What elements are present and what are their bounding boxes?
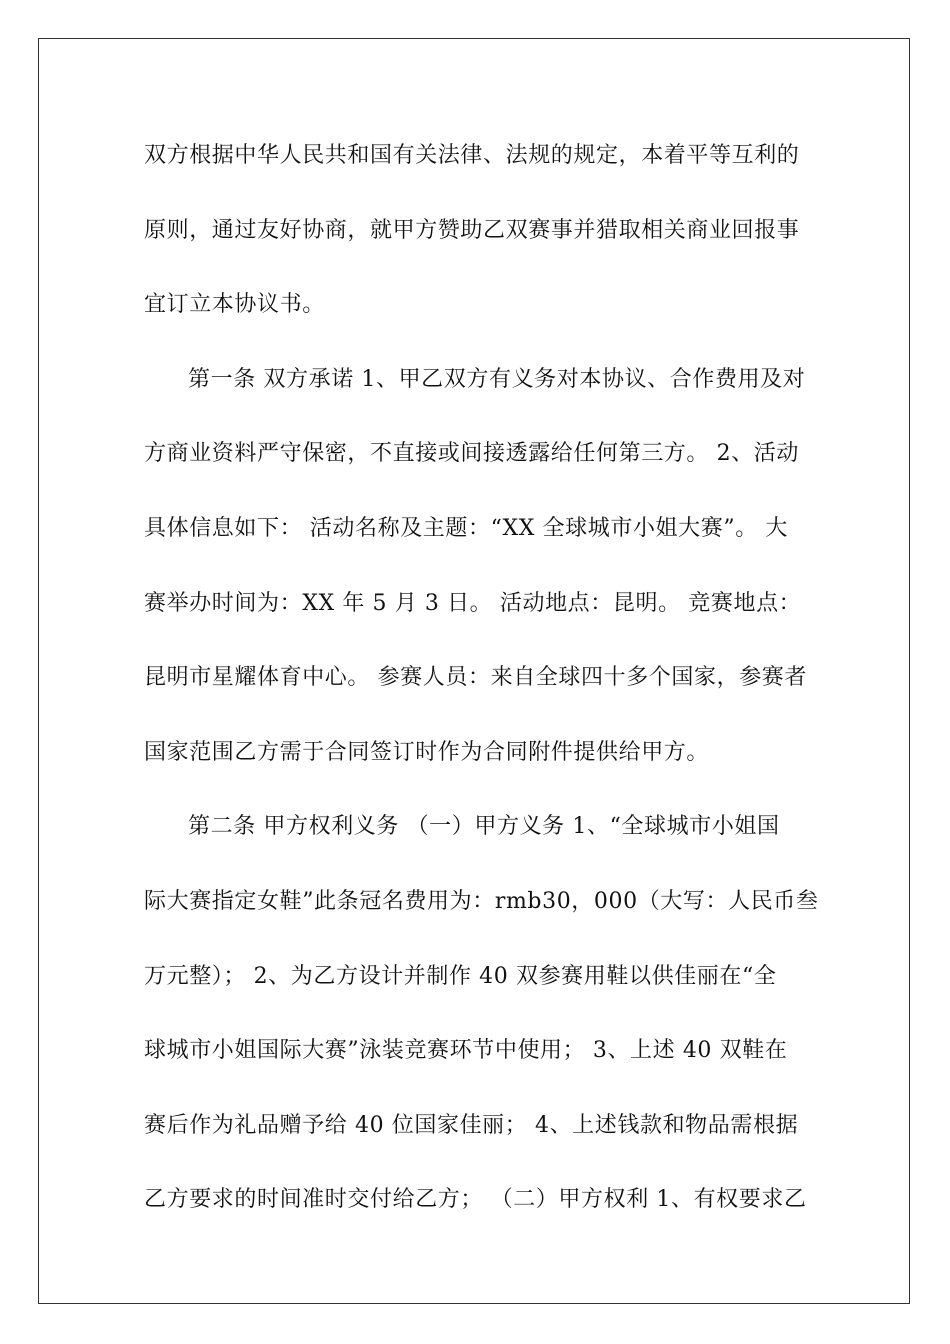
article-2-heading-line: 第二条 甲方权利义务 （一）甲方义务 1、“全球城市小姐国 [188, 814, 780, 840]
article-1-heading-line: 第一条 双方承诺 1、甲乙双方有义务对本协议、合作费用及对 [188, 366, 806, 392]
text-line: 球城市小姐国际大赛”泳装竞赛环节中使用； 3、上述 40 双鞋在 [144, 1038, 788, 1064]
text-line: 际大赛指定女鞋”此条冠名费用为：rmb30，000（大写：人民币叁 [144, 888, 819, 914]
text-line: 昆明市星耀体育中心。 参赛人员：来自全球四十多个国家，参赛者 [144, 665, 807, 691]
text-line: 赛举办时间为：XX 年 5 月 3 日。 活动地点：昆明。 竞赛地点： [144, 590, 802, 616]
text-line: 方商业资料严守保密，不直接或间接透露给任何第三方。 2、活动 [144, 441, 799, 467]
text-line: 乙方要求的时间准时交付给乙方； （二）甲方权利 1、有权要求乙 [144, 1187, 807, 1213]
text-line: 国家范围乙方需于合同签订时作为合同附件提供给甲方。 [144, 739, 710, 765]
text-line: 具体信息如下： 活动名称及主题：“XX 全球城市小姐大赛”。 大 [144, 515, 788, 541]
text-line: 赛后作为礼品赠予给 40 位国家佳丽； 4、上述钱款和物品需根据 [144, 1112, 799, 1138]
document-body [144, 119, 819, 1238]
text-line: 宜订立本协议书。 [144, 292, 325, 318]
text-line: 原则，通过友好协商，就甲方赞助乙双赛事并猎取相关商业回报事 [144, 217, 800, 243]
text-line: 万元整）； 2、为乙方设计并制作 40 双参赛用鞋以供佳丽在“全 [144, 963, 777, 989]
text-line: 双方根据中华人民共和国有关法律、法规的规定，本着平等互利的 [144, 143, 800, 168]
